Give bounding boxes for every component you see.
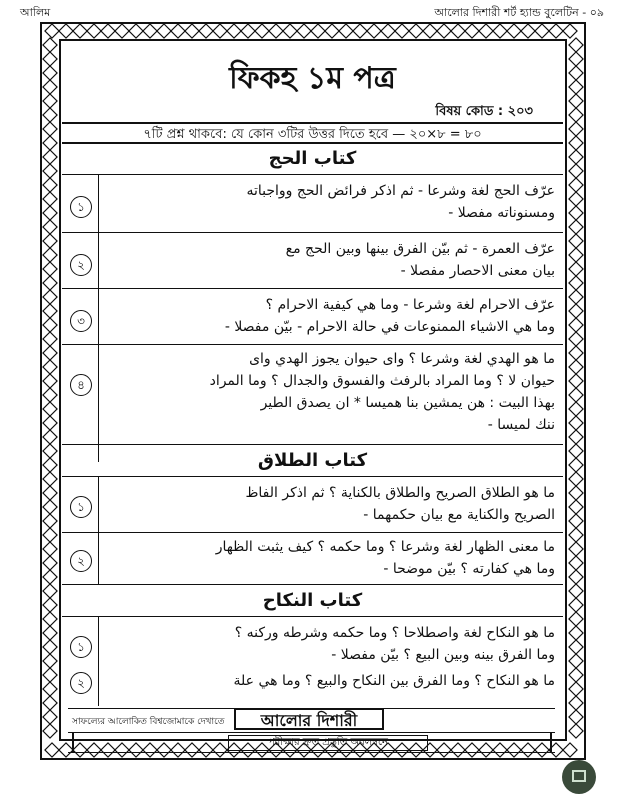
question-number: ২ bbox=[70, 672, 92, 694]
divider bbox=[62, 584, 563, 585]
logo-badge bbox=[562, 760, 596, 794]
header-right-text: আলোর দিশারী শর্ট হ্যান্ড বুলেটিন - ০৯ bbox=[434, 6, 604, 19]
footer-mid-line bbox=[68, 732, 555, 733]
section-heading-talaq: كتاب الطلاق bbox=[257, 450, 368, 471]
subject-code: বিষয় কোড : ২০৩ bbox=[435, 104, 533, 119]
brand-name: আলোর দিশারী bbox=[234, 708, 384, 730]
monitor-icon bbox=[572, 770, 586, 782]
divider bbox=[62, 174, 563, 175]
question-content bbox=[62, 42, 563, 738]
question-text-line: عرّف الحج لغة وشرعا - ثم اذكر فرائض الحج وواجباته bbox=[246, 183, 555, 199]
question-number: ২ bbox=[70, 550, 92, 572]
section-heading-hajj: كتاب الحج bbox=[268, 148, 357, 169]
footer-slogan: সাফল্যের আলোকিত বিশ্বজোমাকে দেখাতে bbox=[72, 717, 225, 727]
question-text-line: وما هي كفارته ؟ بيّن موضحا - bbox=[383, 561, 555, 577]
question-text-line: ننك لميسا - bbox=[487, 417, 555, 433]
footer-bottom-line bbox=[68, 752, 555, 753]
question-text-line: بيان معنى الاحصار مفصلا - bbox=[400, 263, 555, 279]
question-text-line: ومسنوناته مفصلا - bbox=[448, 205, 555, 221]
question-text-line: ما معنى الظهار لغة وشرعا ؟ وما حكمه ؟ كيف يثبت الظهار bbox=[215, 539, 555, 555]
number-column-line bbox=[98, 616, 99, 706]
question-text-line: عرّف الاحرام لغة وشرعا - وما هي كيفية الاحرام ؟ bbox=[265, 297, 555, 313]
page-title: ফিকহ ১ম পত্র bbox=[229, 61, 396, 96]
question-number: ২ bbox=[70, 254, 92, 276]
question-number: ৪ bbox=[70, 374, 92, 396]
question-text-line: بهذا البيت : هن يمشين بنا هميسا * ان يصدق الطير bbox=[260, 395, 555, 411]
question-text-line: وما الفرق بينه وبين البيع ؟ بيّن مفصلا - bbox=[331, 647, 555, 663]
footer-tagline: পরীক্ষার দ্রুত প্রস্তুতি অবলম্বনে bbox=[228, 735, 428, 751]
question-text-line: ما هو الهدي لغة وشرعا ؟ واى حيوان يجوز الهدي واى bbox=[249, 351, 555, 367]
header-left-text: আলিম bbox=[20, 6, 51, 19]
divider bbox=[62, 288, 563, 289]
question-text-line: حيوان لا ؟ وما المراد بالرفث والفسوق والجدال ؟ وما المراد bbox=[209, 373, 555, 389]
question-text-line: وما هي الاشياء الممنوعات في حالة الاحرام - بيّن مفصلا - bbox=[224, 319, 555, 335]
question-number: ১ bbox=[70, 196, 92, 218]
question-number: ৩ bbox=[70, 310, 92, 332]
divider bbox=[62, 616, 563, 617]
question-text-line: عرّف العمرة - ثم بيّن الفرق بينها وبين الحج مع bbox=[285, 241, 555, 257]
divider bbox=[62, 232, 563, 233]
question-text-line: ما هو النكاح لغة واصطلاحا ؟ وما حكمه وشرطه وركنه ؟ bbox=[234, 625, 555, 641]
question-text-line: ما هو النكاح ؟ وما الفرق بين النكاح والبيع ؟ وما هي علة bbox=[233, 673, 555, 689]
question-text-line: ما هو الطلاق الصريح والطلاق بالكناية ؟ ثم اذكر الفاظ bbox=[245, 485, 555, 501]
divider bbox=[62, 444, 563, 445]
divider bbox=[62, 344, 563, 345]
footer-tick bbox=[550, 732, 552, 752]
exam-instruction: ৭টি প্রশ্ন থাকবে: যে কোন ৩টির উত্তর দিতে হবে — ২০×৮ = ৮০ bbox=[62, 122, 563, 144]
section-heading-nikah: كتاب النكاح bbox=[262, 590, 363, 611]
number-column-line bbox=[98, 174, 99, 462]
question-number: ১ bbox=[70, 496, 92, 518]
number-column-line bbox=[98, 476, 99, 584]
footer bbox=[68, 708, 555, 754]
footer-tick bbox=[72, 732, 74, 752]
divider bbox=[62, 532, 563, 533]
divider bbox=[62, 476, 563, 477]
question-text-line: الصريح والكناية مع بيان حكمهما - bbox=[363, 507, 555, 523]
question-number: ১ bbox=[70, 636, 92, 658]
